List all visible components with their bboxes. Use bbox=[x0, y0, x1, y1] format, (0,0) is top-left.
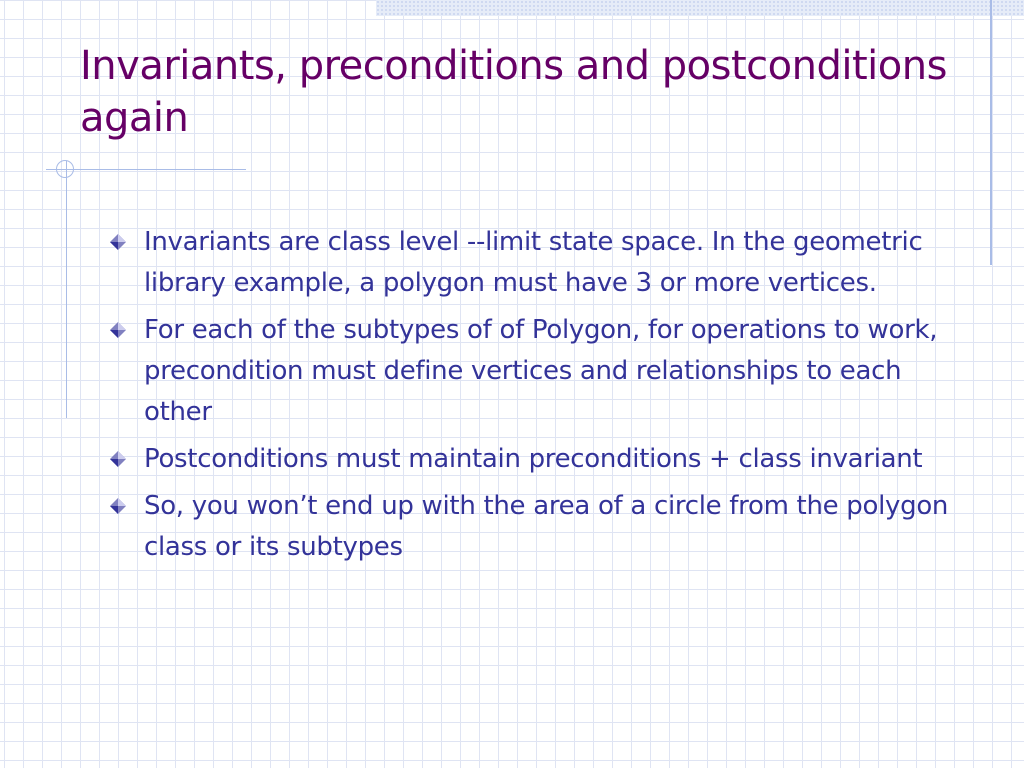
bullet-text: So, you won’t end up with the area of a circle from the polygon class or its subtypes bbox=[144, 491, 949, 562]
bullet-text: Invariants are class level --limit state space. In the geometric library example, a polygon must have 3 or more vertices. bbox=[144, 227, 923, 298]
bullet-list bbox=[108, 222, 968, 574]
header-decoration-band bbox=[376, 0, 1024, 16]
bullet-item bbox=[108, 310, 968, 433]
bullet-text: For each of the subtypes of of Polygon, for operations to work, precondition must define vertices and relationships to each other bbox=[144, 315, 938, 427]
bullet-item bbox=[108, 439, 968, 480]
crosshair-circle-decoration bbox=[56, 160, 74, 178]
diamond-bullet-icon bbox=[110, 322, 126, 338]
left-vertical-rule bbox=[66, 161, 67, 418]
diamond-bullet-icon bbox=[110, 498, 126, 514]
title-underline-rule bbox=[46, 169, 246, 170]
bullet-item bbox=[108, 486, 968, 568]
bullet-text: Postconditions must maintain preconditions + class invariant bbox=[144, 444, 923, 474]
bullet-item bbox=[108, 222, 968, 304]
right-vertical-rule bbox=[990, 0, 992, 265]
slide-title: Invariants, preconditions and postconditions again bbox=[80, 43, 947, 141]
diamond-bullet-icon bbox=[110, 451, 126, 467]
diamond-bullet-icon bbox=[110, 234, 126, 250]
